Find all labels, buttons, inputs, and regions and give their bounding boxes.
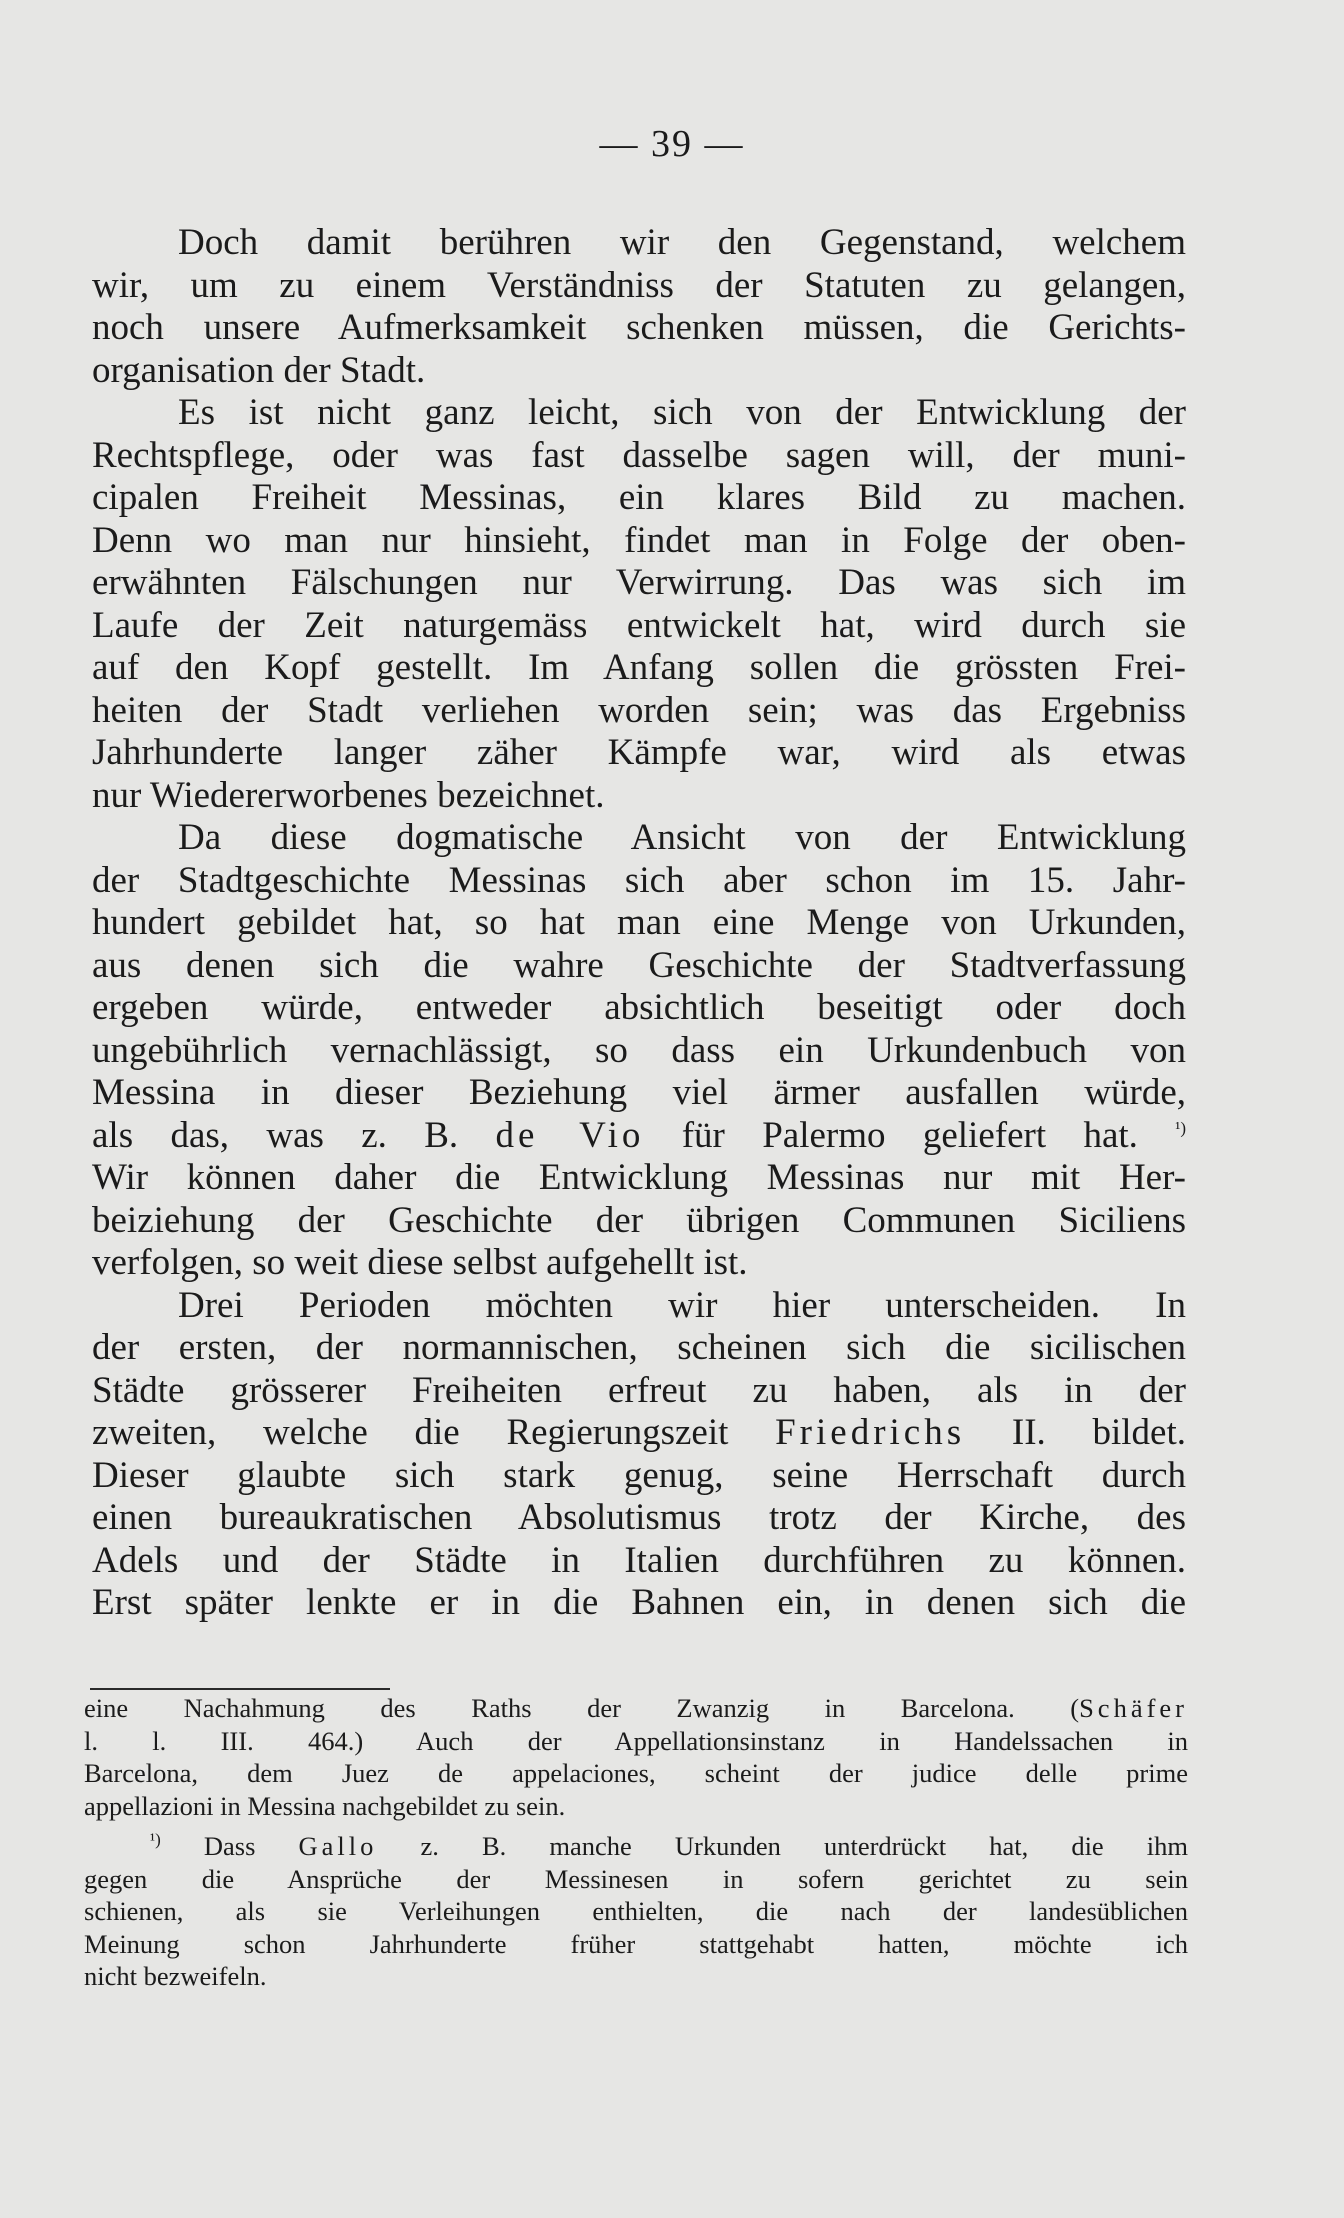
text-fragment: als das, was z. B. bbox=[92, 1114, 459, 1156]
footnote-line: Barcelona, dem Juez de appelaciones, scheint der judice delle prime bbox=[84, 1758, 1188, 1788]
footnote-line bbox=[84, 1692, 1188, 1725]
text-fragment: z. B. manche Urkunden unterdrückt hat, die ihm bbox=[420, 1831, 1188, 1861]
text-line: cipalen Freiheit Messinas, ein klares Bild zu machen. bbox=[92, 477, 1186, 518]
paragraph-3 bbox=[92, 817, 1186, 1285]
text-line: organisation der Stadt. bbox=[92, 349, 426, 391]
main-text bbox=[92, 222, 1186, 1625]
footnote-line bbox=[84, 1830, 1188, 1863]
author-name: Schäfer bbox=[1079, 1693, 1188, 1723]
text-line: Städte grösserer Freiheiten erfreut zu haben, als in der bbox=[92, 1369, 1186, 1411]
text-line: verfolgen, so weit diese selbst aufgehellt ist. bbox=[92, 1242, 748, 1283]
text-line: wir, um zu einem Verständniss der Statuten zu gelangen, bbox=[92, 264, 1186, 306]
text-line: Da diese dogmatische Ansicht von der Entwicklung bbox=[178, 817, 1186, 858]
text-line: Adels und der Städte in Italien durchführen zu können. bbox=[92, 1539, 1186, 1581]
paragraph-4 bbox=[92, 1285, 1186, 1625]
text-line: beiziehung der Geschichte der übrigen Communen Siciliens bbox=[92, 1199, 1186, 1241]
person-name: Friedrichs bbox=[775, 1412, 966, 1453]
footnote-line: gegen die Ansprüche der Messinesen in sofern gerichtet zu sein bbox=[84, 1863, 1188, 1894]
paragraph-2 bbox=[92, 392, 1186, 817]
text-line: Denn wo man nur hinsieht, findet man in Folge der oben- bbox=[92, 519, 1186, 561]
footnote-line: nicht bezweifeln. bbox=[84, 1961, 267, 1991]
text-line: Es ist nicht ganz leicht, sich von der Entwicklung der bbox=[178, 392, 1186, 433]
footnote-line: schienen, als sie Verleihungen enthielten, die nach der landesüblichen bbox=[84, 1896, 1188, 1926]
footnote-line: Meinung schon Jahrhunderte früher stattgehabt hatten, möchte ich bbox=[84, 1928, 1188, 1959]
text-line: auf den Kopf gestellt. Im Anfang sollen die grössten Frei- bbox=[92, 647, 1186, 688]
text-line bbox=[92, 1115, 1186, 1158]
text-line: einen bureaukratischen Absolutismus trotz der Kirche, des bbox=[92, 1497, 1186, 1538]
text-line: nur Wiedererworbenes bezeichnet. bbox=[92, 774, 605, 816]
text-line: Wir können daher die Entwicklung Messinas nur mit Her- bbox=[92, 1157, 1186, 1198]
text-fragment: eine Nachahmung des Raths der Zwanzig in Barcelona. ( bbox=[84, 1693, 1080, 1723]
text-line: Doch damit berühren wir den Gegenstand, welchem bbox=[178, 222, 1186, 263]
text-line: Laufe der Zeit naturgemäss entwickelt hat, wird durch sie bbox=[92, 604, 1186, 646]
text-line: ergeben würde, entweder absichtlich beseitigt oder doch bbox=[92, 987, 1186, 1028]
footnote-reference: ¹) bbox=[1175, 1118, 1186, 1138]
footnote-marker: ¹) bbox=[150, 1830, 161, 1850]
text-line: Drei Perioden möchten wir hier unterscheiden. In bbox=[178, 1284, 1186, 1326]
text-line: ungebührlich vernachlässigt, so dass ein Urkundenbuch von bbox=[92, 1029, 1186, 1071]
text-fragment: für Palermo geliefert hat. bbox=[681, 1114, 1138, 1156]
page-number: — 39 — bbox=[599, 123, 745, 165]
text-fragment: zweiten, welche die Regierungszeit bbox=[92, 1412, 729, 1453]
text-line: aus denen sich die wahre Geschichte der Stadtverfassung bbox=[92, 944, 1186, 986]
text-line: Erst später lenkte er in die Bahnen ein, in denen sich die bbox=[92, 1582, 1186, 1623]
text-fragment: II. bildet. bbox=[1011, 1412, 1186, 1453]
footnote-continuation bbox=[84, 1692, 1188, 1822]
paragraph-1 bbox=[92, 222, 1186, 392]
text-line bbox=[92, 1412, 1186, 1455]
footnote-line: l. l. III. 464.) Auch der Appellationsinstanz in Handelssachen in bbox=[84, 1725, 1188, 1756]
text-line: erwähnten Fälschungen nur Verwirrung. Das was sich im bbox=[92, 562, 1186, 603]
text-line: Dieser glaubte sich stark genug, seine Herrschaft durch bbox=[92, 1454, 1186, 1496]
text-line: heiten der Stadt verliehen worden sein; was das Ergebniss bbox=[92, 689, 1186, 731]
text-fragment: Dass bbox=[203, 1831, 256, 1861]
text-line: Rechtspflege, oder was fast dasselbe sagen will, der muni- bbox=[92, 434, 1186, 476]
footnote-1 bbox=[84, 1830, 1188, 1993]
text-line: der Stadtgeschichte Messinas sich aber schon im 15. Jahr- bbox=[92, 859, 1186, 901]
text-line: Jahrhunderte langer zäher Kämpfe war, wird als etwas bbox=[92, 732, 1186, 773]
text-line: hundert gebildet hat, so hat man eine Menge von Urkunden, bbox=[92, 902, 1186, 943]
text-line: der ersten, der normannischen, scheinen sich die sicilischen bbox=[92, 1327, 1186, 1368]
author-name: de Vio bbox=[495, 1114, 645, 1156]
footnotes bbox=[84, 1692, 1188, 2001]
author-name: Gallo bbox=[298, 1831, 378, 1861]
text-line: noch unsere Aufmerksamkeit schenken müssen, die Gerichts- bbox=[92, 307, 1186, 348]
footnote-divider bbox=[90, 1688, 390, 1690]
text-line: Messina in dieser Beziehung viel ärmer ausfallen würde, bbox=[92, 1072, 1186, 1113]
footnote-line: appellazioni in Messina nachgebildet zu sein. bbox=[84, 1790, 566, 1821]
